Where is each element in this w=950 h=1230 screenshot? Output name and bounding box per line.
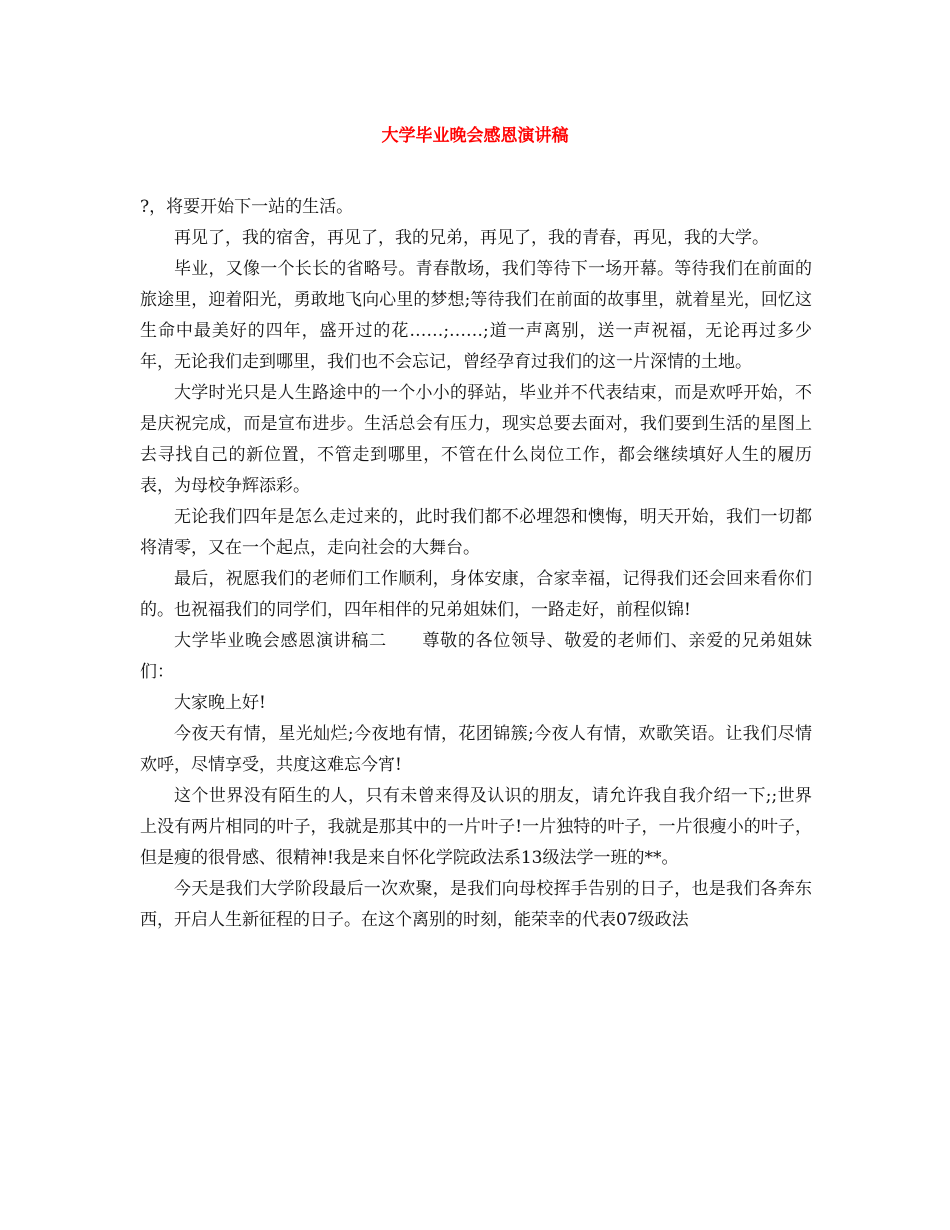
paragraph: ?，将要开始下一站的生活。 xyxy=(140,197,354,217)
page-title: 大学毕业晚会感恩演讲稿 xyxy=(381,126,569,146)
paragraph: 再见了，我的宿舍，再见了，我的兄弟，再见了，我的青春，再见，我的大学。 xyxy=(174,228,769,248)
paragraph: 大学时光只是人生路途中的一个小小的驿站，毕业并不代表结束，而是欢呼开始，不是庆祝完成，而是宣布进步。生活总会有压力，现实总要去面对，我们要到生活的星图上去寻找自己的新位置，不管走到哪里，不管在什么岗位工作，都会继续填好人生的履历表，为母校争辉添彩。 xyxy=(140,383,812,496)
paragraph: 今夜天有情，星光灿烂;今夜地有情，花团锦簇;今夜人有情，欢歌笑语。让我们尽情欢呼，尽情享受，共度这难忘今宵! xyxy=(140,724,812,775)
paragraph: 今天是我们大学阶段最后一次欢聚，是我们向母校挥手告别的日子，也是我们各奔东西，开启人生新征程的日子。在这个离别的时刻，能荣幸的代表07级政法 xyxy=(140,879,812,930)
document-body xyxy=(140,192,812,936)
paragraph: 大学毕业晚会感恩演讲稿二 尊敬的各位领导、敬爱的老师们、亲爱的兄弟姐妹们： xyxy=(140,631,812,682)
paragraph: 无论我们四年是怎么走过来的，此时我们都不必埋怨和懊悔，明天开始，我们一切都将清零，又在一个起点，走向社会的大舞台。 xyxy=(140,507,812,558)
paragraph: 这个世界没有陌生的人，只有未曾来得及认识的朋友，请允许我自我介绍一下;;世界上没有两片相同的叶子，我就是那其中的一片叶子!一片独特的叶子，一片很瘦小的叶子，但是瘦的很骨感、很精神!我是来自怀化学院政法系13级法学一班的**。 xyxy=(140,786,812,868)
paragraph: 大家晚上好! xyxy=(174,693,266,713)
paragraph: 毕业，又像一个长长的省略号。青春散场，我们等待下一场开幕。等待我们在前面的旅途里，迎着阳光，勇敢地飞向心里的梦想;等待我们在前面的故事里，就着星光，回忆这生命中最美好的四年，盛开过的花……;……;道一声离别，送一声祝福，无论再过多少年，无论我们走到哪里，我们也不会忘记，曾经孕育过我们的这一片深情的土地。 xyxy=(140,259,812,372)
paragraph: 最后，祝愿我们的老师们工作顺利，身体安康，合家幸福，记得我们还会回来看你们的。也祝福我们的同学们，四年相伴的兄弟姐妹们，一路走好，前程似锦! xyxy=(140,569,812,620)
